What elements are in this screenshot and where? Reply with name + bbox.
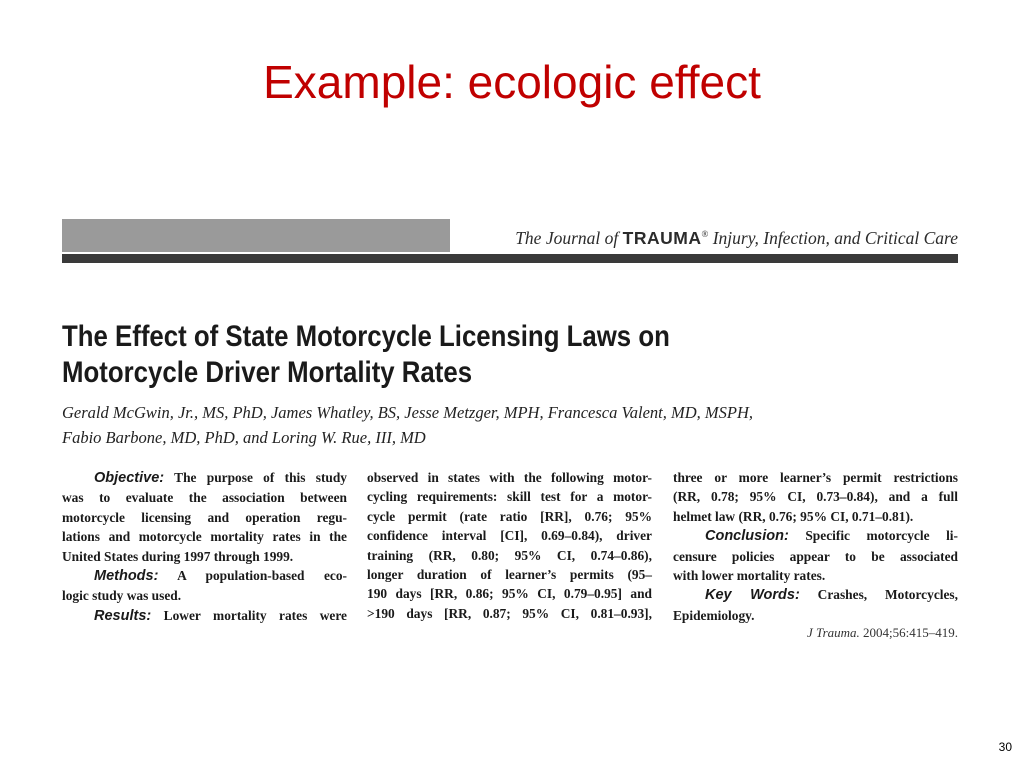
article-image	[62, 219, 958, 649]
journal-suffix: Injury, Infection, and Critical Care	[708, 227, 958, 248]
paper-title-line: The Effect of State Motorcycle Licensing Laws on	[62, 320, 670, 353]
banner-rule	[62, 254, 958, 263]
keywords-label: Key Words:	[705, 587, 800, 604]
abstract-line: lations and motorcycle mortality rates in the	[62, 529, 347, 545]
results-label: Results:	[94, 607, 152, 624]
author-line: Gerald McGwin, Jr., MS, PhD, James Whatley, BS, Jesse Metzger, MPH, Francesca Valent, MD, MSPH,	[62, 403, 754, 422]
abstract-column-2	[367, 468, 652, 623]
slide-title: Example: ecologic effect	[263, 56, 761, 108]
citation-details: 2004;56:415–419.	[859, 625, 958, 640]
abstract-line: logic study was used.	[62, 588, 182, 604]
author-line: Fabio Barbone, MD, PhD, and Loring W. Rue, III, MD	[62, 428, 426, 447]
methods-label: Methods:	[94, 568, 159, 585]
abstract-line: three or more learner’s permit restrictions	[673, 470, 958, 485]
journal-prefix: The Journal of	[515, 227, 623, 248]
author-list	[62, 400, 958, 450]
abstract-line: cycle permit (rate ratio [RR], 0.76; 95%	[367, 508, 652, 524]
journal-banner	[62, 219, 958, 263]
citation	[807, 625, 958, 641]
abstract-line: 190 days [RR, 0.86; 95% CI, 0.79–0.95] and	[367, 586, 652, 602]
objective-text: The purpose of this study	[164, 470, 347, 485]
keywords-text: Crashes, Motorcycles,	[799, 587, 958, 603]
journal-name	[515, 219, 958, 252]
journal-registered-mark: ®	[701, 229, 709, 239]
abstract-line: (RR, 0.78; 95% CI, 0.73–0.84), and a full	[673, 489, 958, 505]
abstract-line: training (RR, 0.80; 95% CI, 0.74–0.86),	[367, 547, 652, 563]
results-text: Lower mortality rates were	[151, 607, 347, 623]
abstract-column-3	[673, 468, 958, 625]
abstract-line: with lower mortality rates.	[673, 568, 826, 584]
conclusion-label: Conclusion:	[705, 528, 789, 545]
paper-title	[62, 319, 836, 391]
abstract-line: censure policies appear to be associated	[673, 548, 958, 564]
abstract-line: longer duration of learner’s permits (95–	[367, 567, 652, 583]
abstract-line: Epidemiology.	[673, 607, 755, 623]
abstract-line: helmet law (RR, 0.76; 95% CI, 0.71–0.81).	[673, 508, 914, 524]
conclusion-text: Specific motorcycle li-	[788, 528, 958, 544]
citation-journal: J Trauma.	[807, 625, 860, 640]
page-number: 30	[998, 740, 1012, 754]
abstract-line: observed in states with the following motor-	[367, 470, 652, 485]
abstract-line: motorcycle licensing and operation regu-	[62, 509, 347, 525]
abstract-line: cycling requirements: skill test for a motor-	[367, 489, 652, 505]
abstract-column-1	[62, 468, 347, 626]
abstract-line: confidence interval [CI], 0.69–0.84), driver	[367, 528, 652, 544]
paper-title-line: Motorcycle Driver Mortality Rates	[62, 356, 473, 389]
banner-gray-bar	[62, 219, 450, 252]
methods-text: A population-based eco-	[158, 568, 347, 584]
abstract-line: >190 days [RR, 0.87; 95% CI, 0.81–0.93],	[367, 605, 652, 621]
abstract-line: United States during 1997 through 1999.	[62, 548, 294, 564]
journal-trauma: TRAUMA	[622, 227, 702, 248]
abstract-line: was to evaluate the association between	[62, 490, 347, 506]
objective-label: Objective:	[94, 470, 165, 486]
